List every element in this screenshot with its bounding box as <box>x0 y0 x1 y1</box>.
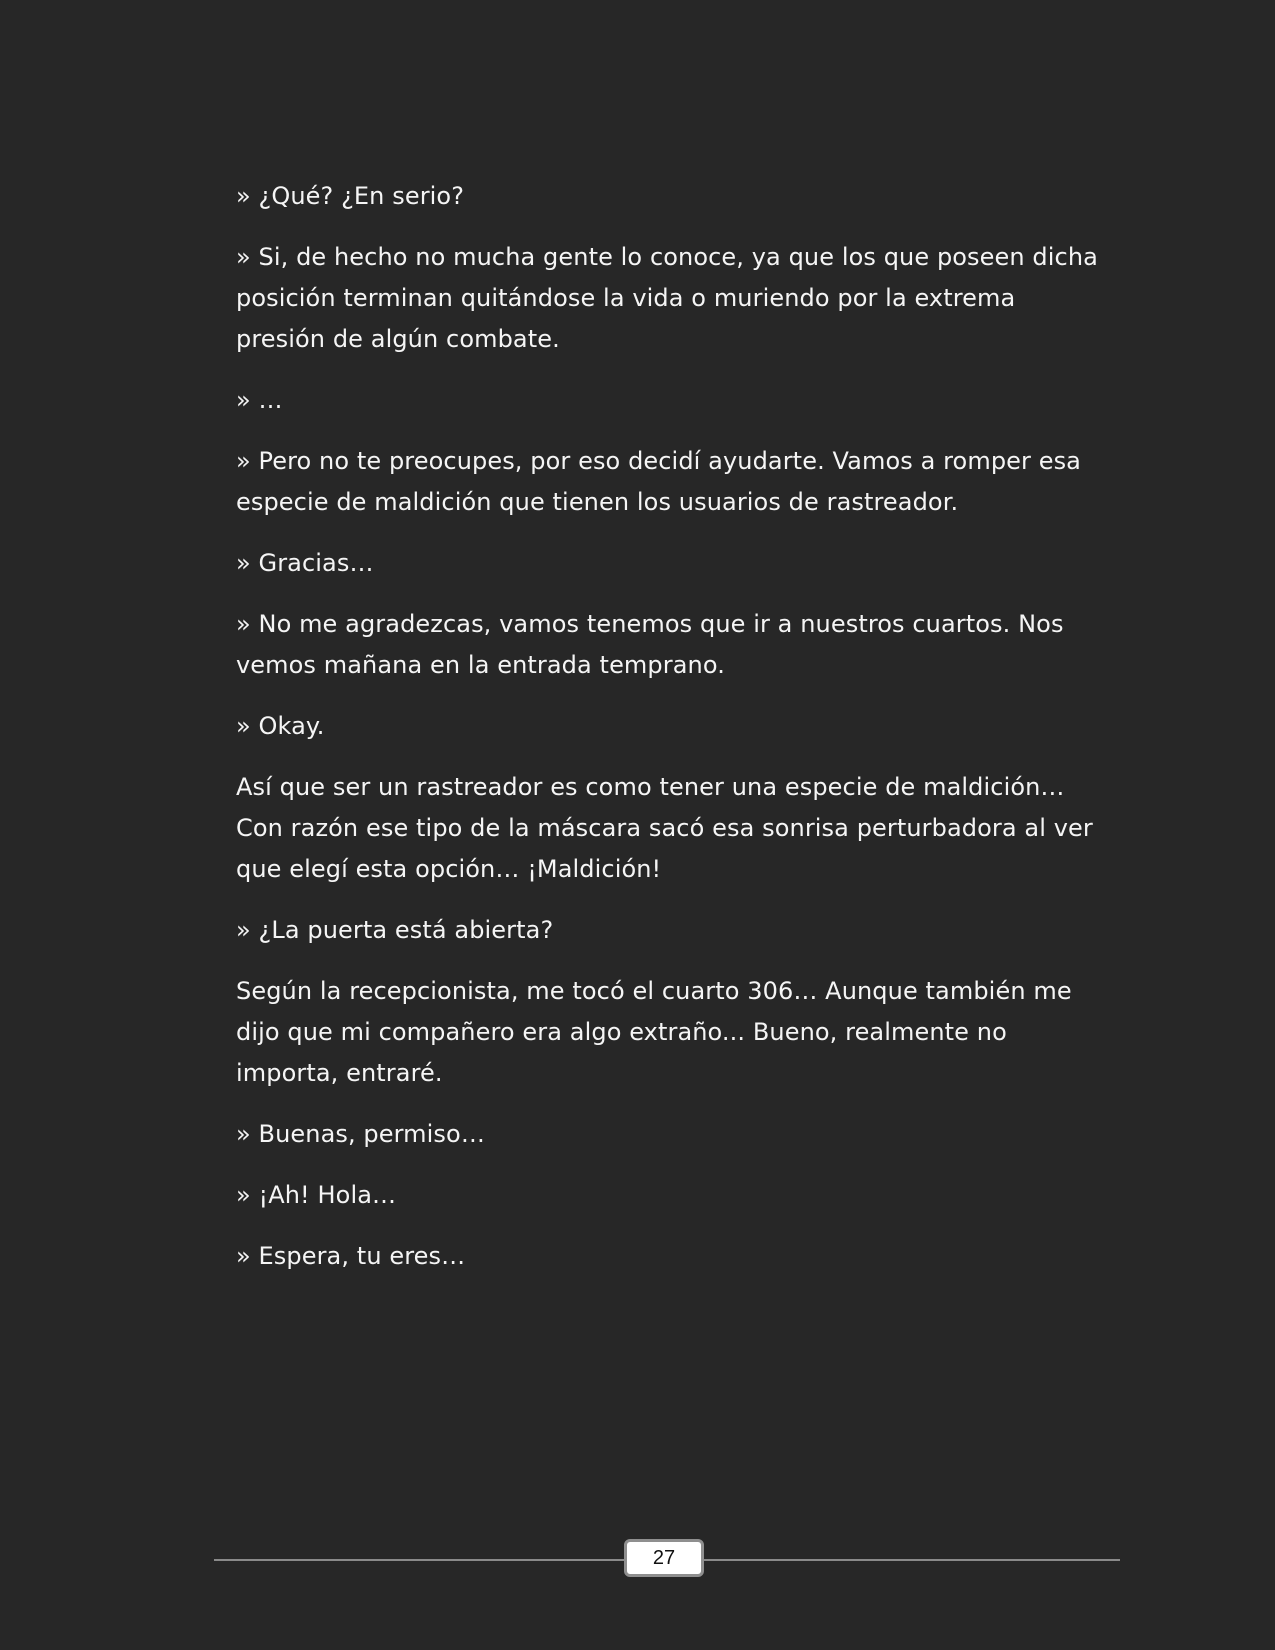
paragraph: » Buenas, permiso… <box>236 1120 485 1148</box>
body-text <box>236 176 1106 1297</box>
paragraph: » Gracias… <box>236 549 374 577</box>
paragraph: Según la recepcionista, me tocó el cuarto 306… Aunque también me dijo que mi compañero era algo extraño... Bueno, realmente no importa, entraré. <box>236 977 1072 1087</box>
paragraph: » Si, de hecho no mucha gente lo conoce, ya que los que poseen dicha posición terminan quitándose la vida o muriendo por la extrema presión de algún combate. <box>236 243 1098 353</box>
paragraph: Así que ser un rastreador es como tener una especie de maldición… Con razón ese tipo de la máscara sacó esa sonrisa perturbadora al ver que elegí esta opción… ¡Maldición! <box>236 773 1093 883</box>
paragraph: » ¿La puerta está abierta? <box>236 916 554 944</box>
paragraph: » Espera, tu eres… <box>236 1242 466 1270</box>
paragraph: » No me agradezcas, vamos tenemos que ir a nuestros cuartos. Nos vemos mañana en la entrada temprano. <box>236 610 1064 679</box>
page-number: 27 <box>652 1546 676 1569</box>
paragraph: » ¡Ah! Hola… <box>236 1181 397 1209</box>
paragraph: » ¿Qué? ¿En serio? <box>236 182 465 210</box>
paragraph: » Pero no te preocupes, por eso decidí ayudarte. Vamos a romper esa especie de maldición que tienen los usuarios de rastreador. <box>236 447 1081 516</box>
paragraph: » Okay. <box>236 712 325 740</box>
paragraph: » … <box>236 386 283 414</box>
page-number-badge <box>624 1539 704 1577</box>
page-footer <box>214 1537 1120 1583</box>
